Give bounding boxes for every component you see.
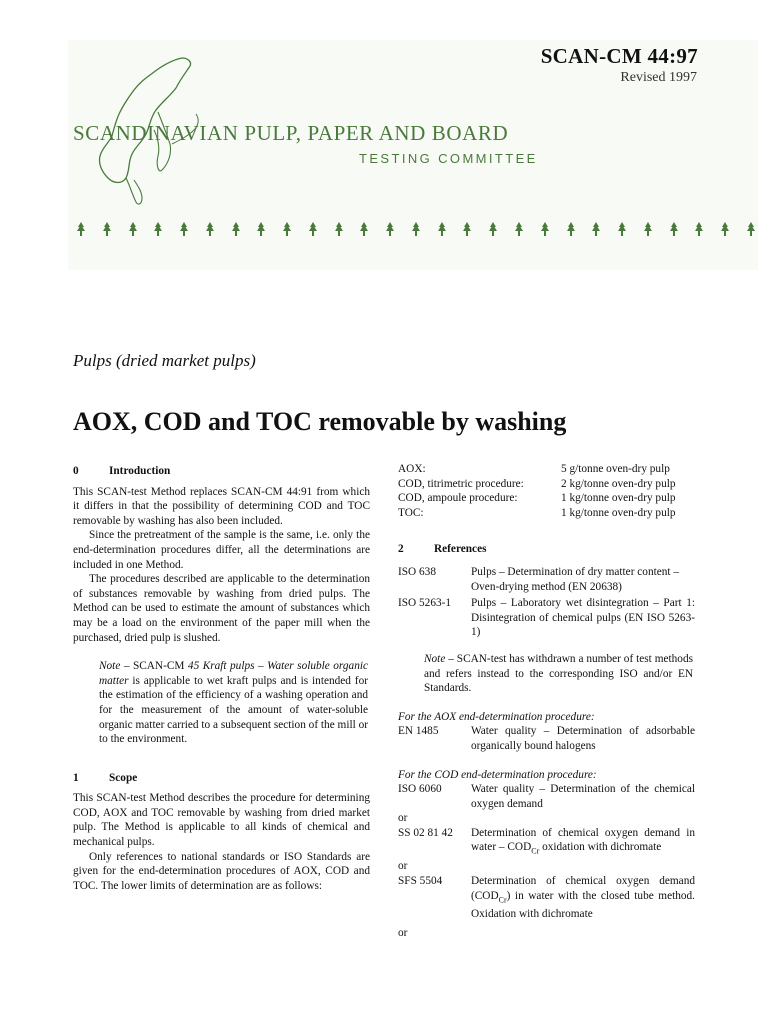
tree-icon xyxy=(385,222,395,236)
organization-name: SCANDINAVIAN PULP, PAPER AND BOARD xyxy=(73,121,509,145)
tree-icon xyxy=(102,222,112,236)
scope-paragraph-2: Only references to national standards or ISO Standards are given for the end-determination procedures of AOX, COD and TOC. The lower limits of determination are as follows: xyxy=(73,850,370,892)
organization-subtitle: TESTING COMMITTEE xyxy=(359,151,538,166)
sfs-description: Determination of chemical oxygen demand $(COD_{Cr})$ in water with the closed tube method. Oxidation with dichromate xyxy=(471,874,695,921)
reference-iso-6060: ISO 6060 Water quality – Determination of the chemical oxygen demand xyxy=(398,783,695,810)
tree-icon xyxy=(488,222,498,236)
limit-row: AOX: 5 g/tonne oven-dry pulp xyxy=(398,463,670,475)
tree-icon xyxy=(462,222,472,236)
page-title: AOX, COD and TOC removable by washing xyxy=(73,407,567,436)
tree-icon xyxy=(617,222,627,236)
tree-icon xyxy=(437,222,447,236)
tree-icon xyxy=(334,222,344,236)
tree-row xyxy=(76,222,756,236)
limits-table xyxy=(398,462,695,520)
intro-paragraph-2: Since the pretreatment of the sample is the same, i.e. only the end-determination procedures differ, all the determinations are included in one Method. xyxy=(73,529,370,571)
tree-icon xyxy=(359,222,369,236)
tree-icon xyxy=(720,222,730,236)
tree-icon xyxy=(669,222,679,236)
intro-paragraph-3: The procedures described are applicable to the determination of substances removable by washing from dried pulps. The Method can be used to estimate the amount of substances which may be a load on the environment of the paper mill when the purchased, dried pulp is slushed. xyxy=(73,573,370,644)
reference-iso-638: ISO 638 Pulps – Determination of dry matter content – Oven-drying method (EN 20638) xyxy=(398,565,680,593)
tree-icon xyxy=(746,222,756,236)
intro-note: Note – SCAN-CM 45 Kraft pulps – Water soluble organic matter is applicable to wet kraft pulps and is intended for the estimation of the efficiency of a washing operation and for the measurement of the amount of water-soluble organic matter carried to a subsequent section of the mill or to the environment. xyxy=(99,660,369,746)
left-column xyxy=(73,464,370,893)
intro-paragraph-1: This SCAN-test Method replaces SCAN-CM 44:91 from which it differs in that the possibility of determining COD and TOC removable by washing has also been included. xyxy=(73,485,370,527)
cod-procedure-heading: For the COD end-determination procedure: xyxy=(398,768,597,781)
reference-iso-5263-1: ISO 5263-1 Pulps – Laboratory wet disintegration – Part 1: Disintegration of chemical pulps (EN ISO 5263-1) xyxy=(398,597,695,639)
tree-icon xyxy=(76,222,86,236)
tree-icon xyxy=(540,222,550,236)
ss-description: Determination of chemical oxygen demand in water – $COD_{Cr}$ oxidation with dichromate xyxy=(471,826,695,856)
section-heading-scope: 1 Scope xyxy=(73,771,138,784)
section-heading-introduction: 0 Introduction xyxy=(73,465,171,477)
or-separator: or xyxy=(398,926,408,939)
references-note: Note – SCAN-test has withdrawn a number of test methods and refers instead to the corresponding ISO and/or EN Standards. xyxy=(424,652,693,695)
tree-icon xyxy=(179,222,189,236)
or-separator: or xyxy=(398,860,408,873)
aox-procedure-heading: For the AOX end-determination procedure: xyxy=(398,710,595,723)
tree-icon xyxy=(231,222,241,236)
limit-row: TOC: 1 kg/tonne oven-dry pulp xyxy=(398,506,676,519)
tree-icon xyxy=(205,222,215,236)
reference-ss-02-81-42: SS 02 81 42 Determination of chemical oxygen demand in water – $COD_{Cr}$ oxidation with dichromate xyxy=(398,826,695,859)
limit-row: COD, titrimetric procedure: 2 kg/tonne oven-dry pulp xyxy=(398,477,676,490)
tree-icon xyxy=(411,222,421,236)
tree-icon xyxy=(282,222,292,236)
tree-icon xyxy=(643,222,653,236)
tree-icon xyxy=(308,222,318,236)
limit-row: COD, ampoule procedure: 1 kg/tonne oven-dry pulp xyxy=(398,492,676,505)
section-heading-references: 2 References xyxy=(398,543,487,556)
reference-en-1485: EN 1485 Water quality – Determination of adsorbable organically bound halogens xyxy=(398,725,695,752)
reference-sfs-5504: SFS 5504 Determination of chemical oxygen demand $(COD_{Cr})$ in water with the closed tube method. Oxidation with dichromate xyxy=(398,874,695,921)
tree-icon xyxy=(694,222,704,236)
tree-icon xyxy=(566,222,576,236)
document-id: SCAN-CM 44:97 xyxy=(540,44,698,68)
tree-icon xyxy=(128,222,138,236)
tree-icon xyxy=(153,222,163,236)
tree-icon xyxy=(256,222,266,236)
tree-icon xyxy=(514,222,524,236)
tree-icon xyxy=(591,222,601,236)
or-separator: or xyxy=(398,812,408,825)
scope-paragraph-1: This SCAN-test Method describes the procedure for determining COD, AOX and TOC removable by washing from dried market pulp. The Method is applicable to all kinds of chemical and mechanical pulps. xyxy=(73,792,370,849)
revision-date: Revised 1997 xyxy=(620,70,697,85)
right-column xyxy=(398,462,695,941)
document-category: Pulps (dried market pulps) xyxy=(73,351,256,370)
